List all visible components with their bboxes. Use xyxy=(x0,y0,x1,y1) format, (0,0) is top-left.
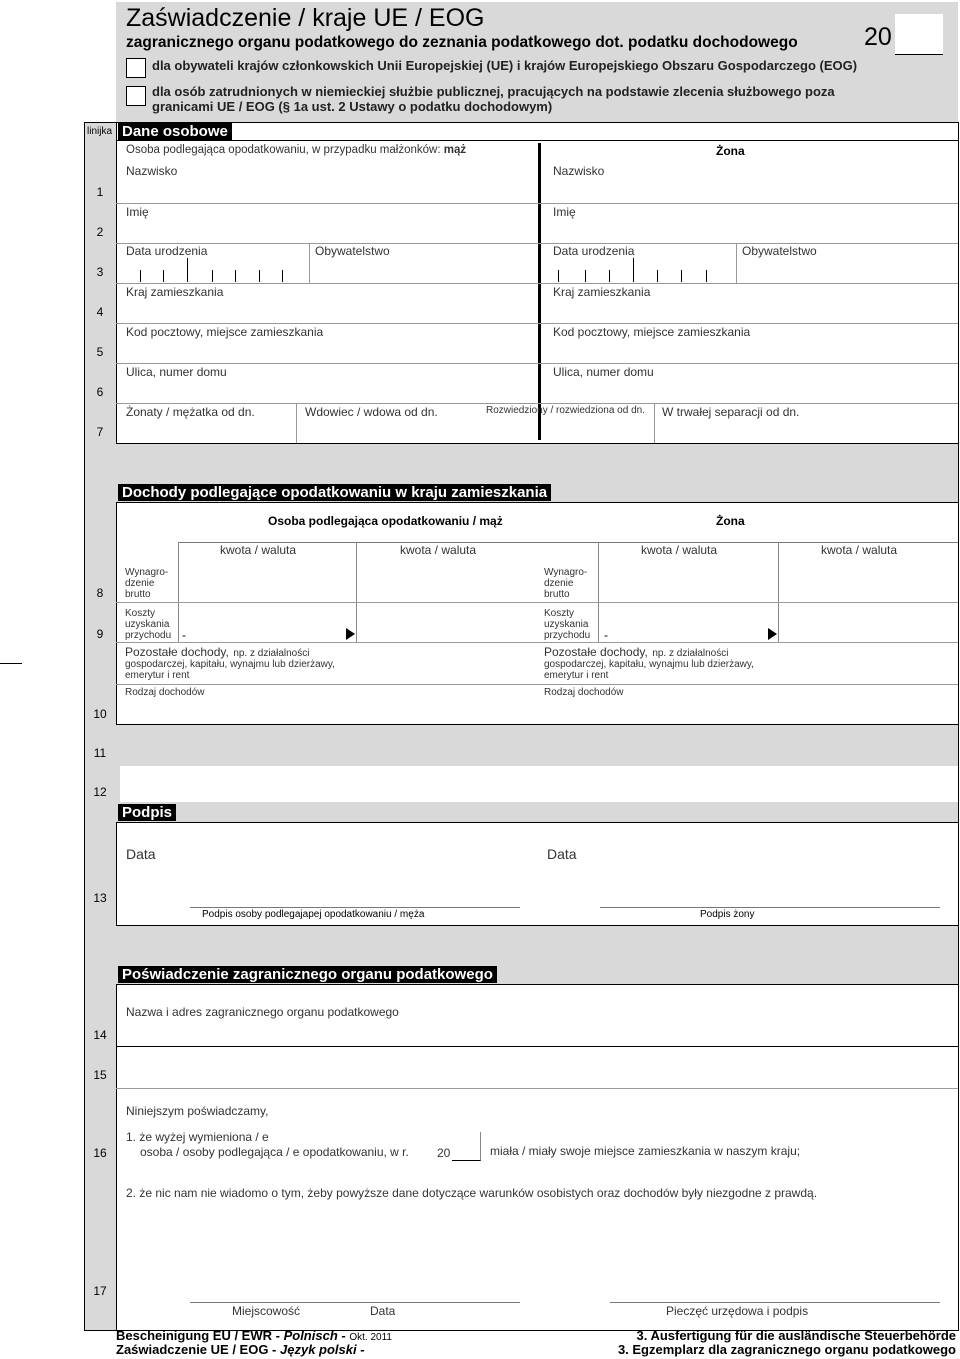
other-income-label-right: Pozostałe dochody, np. z działalności gospodarczej, kapitału, wynajmu lub dzierżawy, emerytur i rent xyxy=(544,645,754,681)
footer-left-2: Zaświadczenie UE / EOG - Język polski - xyxy=(116,1342,365,1357)
income-kind-field-right[interactable] xyxy=(540,700,954,724)
surname-field-left[interactable] xyxy=(120,180,534,202)
line-number: 3 xyxy=(96,265,104,279)
footer-right-1: 3. Ausfertigung für die ausländische Steuerbehörde xyxy=(636,1328,956,1343)
certify-year-prefix: 20 xyxy=(437,1146,451,1160)
line-number: 17 xyxy=(93,1284,107,1298)
line-number: 12 xyxy=(93,785,107,799)
married-since-field[interactable] xyxy=(120,420,292,440)
authority-place-date-field[interactable] xyxy=(190,1250,520,1300)
line-number: 10 xyxy=(93,707,107,721)
section-title-personal: Dane osobowe xyxy=(118,123,232,140)
amount-header-1: kwota / waluta xyxy=(220,543,297,557)
year-prefix: 20 xyxy=(864,23,892,51)
authority-date-label: Data xyxy=(370,1304,396,1318)
arrow-right-icon xyxy=(346,628,355,640)
line-number: 7 xyxy=(96,425,104,439)
authority-stamp-label: Pieczęć urzędowa i podpis xyxy=(666,1304,809,1318)
arrow-right-icon xyxy=(768,628,777,640)
citizenship-label-left: Obywatelstwo xyxy=(315,244,390,258)
street-field-right[interactable] xyxy=(546,380,954,402)
line-number: 14 xyxy=(93,1028,107,1042)
widowed-since-label: Wdowiec / wdowa od dn. xyxy=(305,405,438,419)
certify-year-field[interactable] xyxy=(452,1132,481,1161)
line-number: 16 xyxy=(93,1146,107,1160)
section-title-authority: Poświadczenie zagranicznego organu podatkowego xyxy=(118,966,497,983)
street-field-left[interactable] xyxy=(120,380,534,402)
form-subtitle: zagranicznego organu podatkowego do zeznania podatkowego dot. podatku dochodowego xyxy=(126,34,798,51)
postal-field-right[interactable] xyxy=(546,340,954,362)
street-label-right: Ulica, numer domu xyxy=(553,365,654,379)
gross-amount-left-2[interactable] xyxy=(358,562,534,600)
amount-header-3: kwota / waluta xyxy=(641,543,718,557)
authority-name-label: Nazwa i adres zagranicznego organu podatkowego xyxy=(126,1005,399,1019)
line-number: 8 xyxy=(96,586,104,600)
gross-label-right: Wynagro- dzenie brutto xyxy=(544,567,588,600)
certify-point-1b: osoba / osoby podlegająca / e opodatkowaniu, w r. xyxy=(140,1145,409,1159)
costs-amount-right-2[interactable] xyxy=(780,604,956,640)
country-field-right[interactable] xyxy=(546,300,954,322)
postal-label-right: Kod pocztowy, miejsce zamieszkania xyxy=(553,325,751,339)
fold-mark xyxy=(0,663,22,664)
footer-left-1: Bescheinigung EU / EWR - Polnisch - Okt. 2011 xyxy=(116,1328,392,1343)
income-left-header: Osoba podlegająca opodatkowaniu / mąż xyxy=(268,514,503,528)
costs-amount-left-2[interactable] xyxy=(358,604,534,640)
authority-stamp-field[interactable] xyxy=(610,1250,940,1300)
option2-label-2: granicami UE / EOG (§ 1a ust. 2 Ustawy o podatku dochodowym) xyxy=(152,99,553,114)
income-extra-field[interactable] xyxy=(120,766,958,802)
certify-intro: Niniejszym poświadczamy, xyxy=(126,1104,269,1118)
line-number: 11 xyxy=(93,746,107,760)
divorced-since-label: Rozwiedziony / rozwiedziona od dn. xyxy=(486,405,645,416)
amount-header-4: kwota / waluta xyxy=(821,543,898,557)
separated-since-field[interactable] xyxy=(658,420,954,440)
costs-amount-right-1[interactable] xyxy=(612,604,762,640)
first-name-label-right: Imię xyxy=(553,205,576,219)
personal-right-header: Żona xyxy=(716,144,745,158)
certify-point-1a: 1. że wyżej wymieniona / e xyxy=(126,1130,269,1144)
section-title-income: Dochody podlegające opodatkowaniu w kraju zamieszkania xyxy=(118,484,551,501)
signature-caption-left: Podpis osoby podlegajapej opodatkowaniu / męża xyxy=(202,909,425,920)
birth-date-label-left: Data urodzenia xyxy=(126,244,208,258)
surname-label-right: Nazwisko xyxy=(553,164,605,178)
country-label-left: Kraj zamieszkania xyxy=(126,285,224,299)
signature-field-left[interactable] xyxy=(190,866,520,906)
option2-label-1: dla osób zatrudnionych w niemieckiej służbie publicznej, pracujących na podstawie zlecenia służbowego poza xyxy=(152,84,835,99)
option1-label: dla obywateli krajów członkowskich Unii Europejskiej (UE) i krajów Europejskiego Obszaru Gospodarczego (EOG) xyxy=(152,58,858,73)
gross-amount-left-1[interactable] xyxy=(180,562,354,600)
line-number: 9 xyxy=(96,627,104,641)
income-kind-label-right: Rodzaj dochodów xyxy=(544,687,624,698)
line-number: 13 xyxy=(93,891,107,905)
costs-label-left: Koszty uzyskania przychodu xyxy=(125,608,172,641)
line-number: 5 xyxy=(96,345,104,359)
gross-amount-right-2[interactable] xyxy=(780,562,956,600)
form-title: Zaświadczenie / kraje UE / EOG xyxy=(126,4,485,32)
married-since-label: Żonaty / mężatka od dn. xyxy=(126,405,255,419)
separated-since-label: W trwałej separacji od dn. xyxy=(662,405,800,419)
gross-label-left: Wynagro- dzenie brutto xyxy=(125,567,169,600)
birth-date-field-right[interactable] xyxy=(552,268,722,282)
signature-date-label-left: Data xyxy=(126,846,156,862)
line-number: 2 xyxy=(96,225,104,239)
section-title-signature: Podpis xyxy=(118,804,176,821)
birth-date-label-right: Data urodzenia xyxy=(553,244,635,258)
income-right-header: Żona xyxy=(716,514,745,528)
option1-checkbox[interactable] xyxy=(126,58,146,78)
costs-label-right: Koszty uzyskania przychodu xyxy=(544,608,591,641)
personal-left-header: Osoba podlegająca opodatkowaniu, w przypadku małżonków: mąż xyxy=(126,144,467,156)
signature-caption-right: Podpis żony xyxy=(700,909,755,920)
certify-point-2: 2. że nic nam nie wiadomo o tym, żeby powyższe dane dotyczące warunków osobistych oraz dochodów były niezgodne z prawdą. xyxy=(126,1186,818,1200)
line-number: 6 xyxy=(96,385,104,399)
widowed-since-field[interactable] xyxy=(300,420,476,440)
option2-checkbox[interactable] xyxy=(126,86,146,106)
footer-right-2: 3. Egzemplarz dla zagranicznego organu podatkowego xyxy=(617,1342,956,1357)
signature-field-right[interactable] xyxy=(600,866,940,906)
first-name-field-left[interactable] xyxy=(120,220,534,242)
personal-column-divider xyxy=(538,143,541,440)
country-label-right: Kraj zamieszkania xyxy=(553,285,651,299)
costs-minus-right: - xyxy=(604,628,608,642)
street-label-left: Ulica, numer domu xyxy=(126,365,227,379)
authority-name-field[interactable] xyxy=(120,1020,954,1044)
income-kind-field-left[interactable] xyxy=(120,700,534,724)
postal-field-left[interactable] xyxy=(120,340,534,362)
other-income-label-left: Pozostałe dochody, np. z działalności gospodarczej, kapitału, wynajmu lub dzierżawy, emerytur i rent xyxy=(125,645,335,681)
certify-point-1c: miała / miały swoje miejsce zamieszkania w naszym kraju; xyxy=(490,1144,801,1158)
country-field-left[interactable] xyxy=(120,300,534,322)
line-number: 4 xyxy=(96,305,104,319)
amount-header-2: kwota / waluta xyxy=(400,543,477,557)
authority-address-field[interactable] xyxy=(120,1050,954,1086)
income-kind-label-left: Rodzaj dochodów xyxy=(125,687,205,698)
first-name-label-left: Imię xyxy=(126,205,149,219)
gross-amount-right-1[interactable] xyxy=(600,562,776,600)
surname-label-left: Nazwisko xyxy=(126,164,178,178)
line-column-label: linijka xyxy=(87,126,113,137)
authority-place-label: Miejscowość xyxy=(232,1304,301,1318)
line-number: 1 xyxy=(96,185,104,199)
citizenship-label-right: Obywatelstwo xyxy=(742,244,817,258)
line-number: 15 xyxy=(93,1068,107,1082)
surname-field-right[interactable] xyxy=(546,180,954,202)
costs-amount-left-1[interactable] xyxy=(190,604,340,640)
year-input[interactable] xyxy=(895,14,943,55)
divorced-since-field[interactable] xyxy=(482,420,650,440)
first-name-field-right[interactable] xyxy=(546,220,954,242)
signature-date-label-right: Data xyxy=(547,846,577,862)
postal-label-left: Kod pocztowy, miejsce zamieszkania xyxy=(126,325,324,339)
birth-date-field-left[interactable] xyxy=(126,268,296,282)
costs-minus-left: - xyxy=(182,628,186,642)
